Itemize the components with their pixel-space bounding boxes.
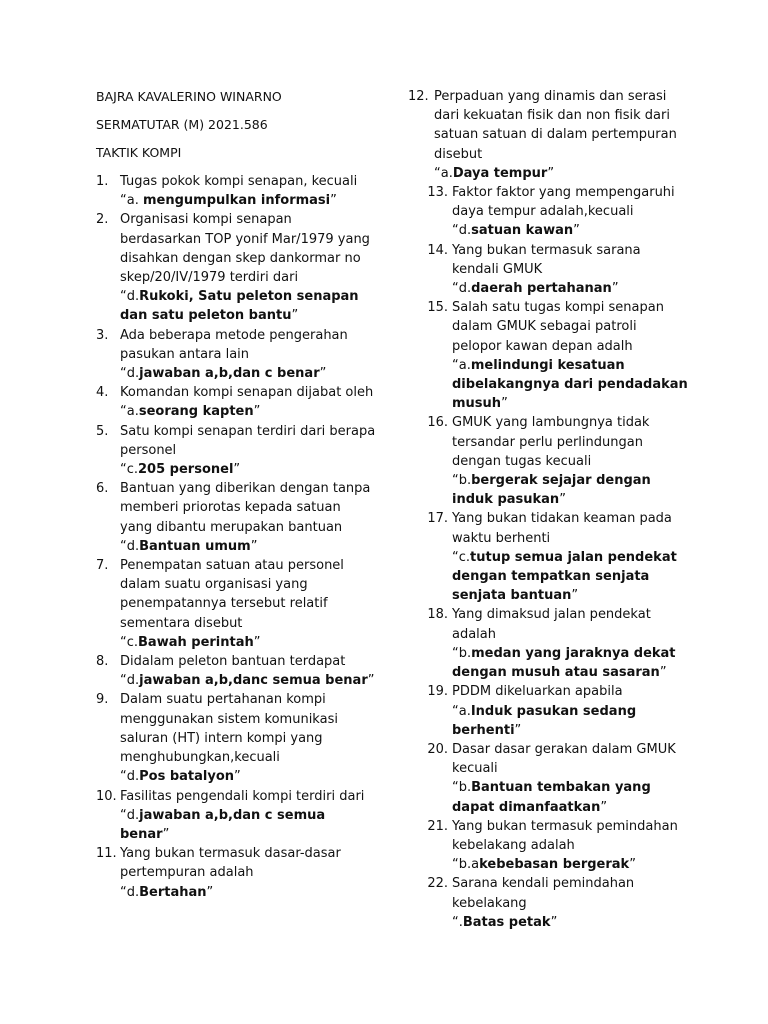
question-number: 3.	[96, 327, 109, 343]
answer-text: Bawah perintah	[138, 634, 254, 650]
answer-suffix: ”	[547, 165, 555, 181]
question-text: Yang bukan termasuk pemindahan kebelakang adalah	[452, 818, 678, 853]
question-text: Ada beberapa metode pengerahan pasukan antara lain	[120, 327, 348, 362]
answer-prefix: “d.	[452, 223, 472, 239]
question-text: Tugas pokok kompi senapan, kecuali	[120, 174, 358, 189]
question-item	[96, 383, 376, 421]
answer-suffix: ”	[659, 665, 667, 681]
question-item	[408, 817, 688, 875]
question-number: 17.	[427, 511, 448, 527]
answer-line	[120, 537, 376, 556]
answer-prefix: “a.	[120, 193, 143, 209]
question-item	[408, 87, 688, 183]
question-number: 18.	[427, 607, 448, 623]
question-item	[96, 172, 376, 210]
answer-suffix: ”	[253, 404, 261, 420]
answer-suffix: ”	[514, 722, 522, 738]
answer-text: seorang kapten	[138, 404, 254, 420]
answer-text: jawaban a,b,dan c benar	[139, 366, 320, 382]
document-subject: TAKTIK KOMPI	[96, 145, 182, 160]
question-number: 14.	[427, 242, 448, 258]
answer-suffix: ”	[501, 396, 508, 412]
question-item	[408, 874, 688, 932]
student-rank: SERMATUTAR (M) 2021.586	[96, 117, 268, 132]
answer-prefix: “c.	[120, 634, 139, 650]
answer-prefix: “a.	[120, 404, 139, 420]
question-number: 8.	[96, 654, 109, 670]
question-item	[96, 210, 376, 325]
question-number: 16.	[427, 415, 448, 431]
answer-line	[120, 806, 376, 844]
answer-text: tutup semua jalan pendekat dengan tempatkan senjata senjata bantuan	[452, 549, 677, 604]
question-item	[408, 298, 688, 413]
question-text: Perpaduan yang dinamis dan serasi dari kekuatan fisik dan non fisik dari satuan satuan di dalam pertempuran disebut	[434, 89, 677, 162]
answer-line	[452, 644, 688, 682]
question-number: 15.	[427, 300, 448, 316]
question-number: 12.	[408, 89, 429, 104]
question-item	[96, 787, 376, 845]
question-number: 4.	[96, 385, 109, 401]
answer-text: Bertahan	[139, 884, 207, 900]
answer-text: Induk pasukan sedang berhenti	[452, 703, 637, 738]
question-item	[96, 422, 376, 480]
question-text: PDDM dikeluarkan apabila	[452, 684, 623, 700]
answer-line	[120, 633, 376, 652]
answer-prefix: “.	[452, 914, 463, 930]
question-item	[408, 509, 688, 605]
question-number: 2.	[96, 212, 109, 228]
answer-line	[452, 471, 688, 509]
question-item	[408, 682, 688, 740]
answer-text: melindungi kesatuan dibelakangnya dari pendadakan musuh	[452, 357, 688, 412]
question-number: 22.	[427, 876, 448, 892]
answer-text: daerah pertahanan	[471, 281, 612, 297]
answer-suffix: ”	[550, 914, 558, 930]
answer-suffix: ”	[206, 884, 214, 900]
answer-text: Bantuan tembakan yang dapat dimanfaatkan	[452, 780, 651, 815]
answer-text: jawaban a,b,danc semua benar	[139, 673, 368, 689]
question-text: Didalam peleton bantuan terdapat	[120, 654, 346, 670]
answer-line	[452, 778, 688, 816]
question-text: Dasar dasar gerakan dalam GMUK kecuali	[452, 741, 676, 777]
answer-suffix: ”	[611, 281, 619, 297]
question-item	[408, 413, 688, 509]
answer-text: satuan kawan	[471, 223, 574, 239]
question-item	[408, 241, 688, 299]
question-number: 7.	[96, 558, 109, 574]
answer-text: Rukoki, Satu peleton senapan dan satu peleton bantu	[120, 289, 359, 324]
question-text: Satu kompi senapan terdiri dari berapa personel	[120, 423, 376, 458]
question-text: Yang bukan tidakan keaman pada waktu berhenti	[452, 511, 672, 546]
answer-text: Daya tempur	[452, 165, 548, 181]
answer-line	[120, 767, 376, 786]
answer-line	[120, 191, 376, 210]
answer-prefix: “d.	[120, 884, 140, 900]
answer-suffix: ”	[291, 308, 299, 324]
answer-prefix: “c.	[452, 549, 471, 565]
answer-line	[452, 356, 688, 414]
answer-line	[120, 671, 376, 690]
question-text: Dalam suatu pertahanan kompi menggunakan sistem komunikasi saluran (HT) intern kompi yang menghubungkan,kecuali	[120, 692, 338, 766]
question-number: 6.	[96, 481, 109, 497]
question-item	[96, 479, 376, 556]
answer-line	[120, 402, 376, 421]
answer-suffix: ”	[573, 223, 580, 239]
left-column	[96, 172, 376, 902]
student-name: BAJRA KAVALERINO WINARNO	[96, 89, 282, 104]
answer-suffix: ”	[253, 634, 261, 650]
question-item	[408, 605, 688, 682]
answer-prefix: “a.	[452, 703, 471, 719]
question-text: Bantuan yang diberikan dengan tanpa memberi priorotas kepada satuan yang dibantu merupakan bantuan	[120, 481, 371, 535]
answer-suffix: ”	[600, 799, 608, 815]
answer-text: mengumpulkan informasi	[142, 193, 331, 209]
question-item	[96, 326, 376, 384]
answer-line	[120, 883, 376, 902]
question-item	[96, 652, 376, 690]
question-item	[96, 556, 376, 652]
answer-text: Bantuan umum	[139, 538, 251, 554]
question-text: Faktor faktor yang mempengaruhi daya tempur adalah,kecuali	[452, 185, 675, 220]
answer-line	[452, 279, 688, 298]
answer-text: jawaban a,b,dan c semua benar	[120, 807, 326, 842]
answer-text: 205 personel	[138, 462, 234, 478]
answer-prefix: “a.	[452, 357, 471, 373]
question-number: 11.	[96, 846, 117, 862]
answer-prefix: “b.a	[452, 857, 480, 873]
answer-line	[434, 164, 688, 183]
question-item	[96, 690, 376, 786]
answer-prefix: “c.	[120, 462, 139, 478]
answer-line	[120, 460, 376, 479]
question-text: GMUK yang lambungnya tidak tersandar perlu perlindungan dengan tugas kecuali	[452, 415, 650, 469]
question-text: Komandan kompi senapan dijabat oleh	[120, 385, 374, 401]
answer-prefix: “d.	[120, 289, 140, 305]
answer-line	[452, 702, 688, 740]
question-number: 21.	[427, 818, 448, 834]
question-number: 20.	[427, 741, 448, 757]
answer-prefix: “d.	[120, 538, 140, 554]
answer-prefix: “b.	[452, 473, 472, 489]
question-text: Organisasi kompi senapan berdasarkan TOP yonif Mar/1979 yang disahkan dengan skep dankormar no skep/20/IV/1979 terdiri dari	[120, 212, 370, 286]
answer-line	[452, 913, 688, 932]
answer-line	[452, 548, 688, 606]
answer-prefix: “d.	[120, 807, 140, 823]
question-number: 5.	[96, 423, 109, 439]
answer-prefix: “a.	[434, 165, 453, 181]
question-text: Fasilitas pengendali kompi terdiri dari	[120, 788, 365, 804]
answer-suffix: ”	[571, 588, 579, 604]
question-text: Sarana kendali pemindahan kebelakang	[452, 876, 635, 911]
answer-suffix: ”	[629, 857, 636, 873]
answer-text: Batas petak	[462, 914, 551, 930]
answer-suffix: ”	[319, 366, 327, 382]
answer-suffix: ”	[162, 826, 170, 842]
question-text: Yang bukan termasuk dasar-dasar pertempuran adalah	[120, 846, 341, 881]
question-text: Yang dimaksud jalan pendekat adalah	[452, 607, 651, 642]
answer-suffix: ”	[233, 462, 241, 478]
answer-text: kebebasan bergerak	[479, 857, 630, 873]
answer-prefix: “b.	[452, 780, 472, 796]
answer-prefix: “d.	[452, 281, 472, 297]
question-item	[408, 740, 688, 817]
answer-suffix: ”	[367, 673, 375, 689]
question-number: 13.	[427, 185, 448, 201]
right-column	[408, 87, 688, 932]
question-text: Yang bukan termasuk sarana kendali GMUK	[452, 242, 641, 277]
question-number: 19.	[427, 684, 448, 700]
answer-prefix: “b.	[452, 645, 472, 661]
question-number: 1.	[96, 174, 109, 189]
answer-prefix: “d.	[120, 769, 140, 785]
answer-prefix: “d.	[120, 366, 140, 382]
question-item	[408, 183, 688, 241]
question-text: Salah satu tugas kompi senapan dalam GMUK sebagai patroli pelopor kawan depan adalh	[452, 300, 664, 354]
answer-text: bergerak sejajar dengan induk pasukan	[452, 473, 651, 508]
question-number: 9.	[96, 692, 109, 708]
answer-suffix: ”	[234, 769, 241, 785]
answer-suffix: ”	[559, 492, 566, 508]
answer-line	[452, 855, 688, 874]
question-number: 10.	[96, 788, 117, 804]
question-text: Penempatan satuan atau personel dalam suatu organisasi yang penempatannya tersebut relatif sementara disebut	[120, 558, 344, 631]
question-item	[96, 844, 376, 902]
answer-text: medan yang jaraknya dekat dengan musuh atau sasaran	[452, 645, 676, 681]
answer-suffix: ”	[250, 538, 258, 554]
answer-text: Pos batalyon	[139, 769, 235, 785]
answer-prefix: “d.	[120, 673, 140, 689]
answer-line	[120, 364, 376, 383]
answer-suffix: ”	[330, 193, 337, 209]
answer-line	[452, 221, 688, 240]
answer-line	[120, 287, 376, 325]
